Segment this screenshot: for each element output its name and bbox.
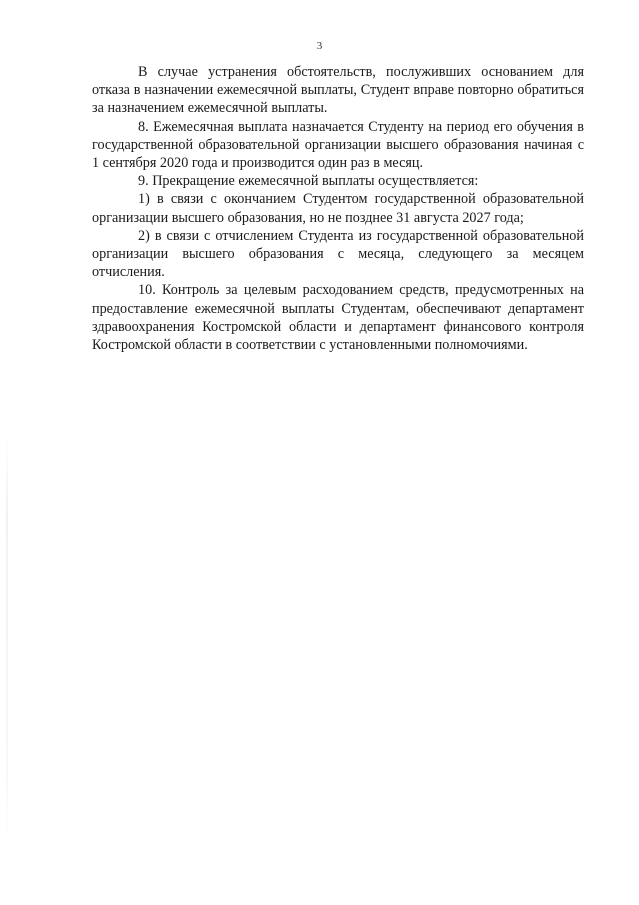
- page-number: 3: [316, 40, 323, 52]
- paragraph-9-item-1: 1) в связи с окончанием Студентом государственной образовательной организации высшего образования, но не позднее 31 августа 2027 года;: [92, 191, 584, 226]
- paragraph-10-control: 10. Контроль за целевым расходованием средств, предусмотренных на предоставление ежемесячной выплаты Студентам, обеспечивают департамент здравоохранения Костромской области и департамент финансового контроля Костромской области в соответствии с установленными полномочиями.: [92, 282, 584, 354]
- paragraph-9-item-2: 2) в связи с отчислением Студента из государственной образовательной организации высшего образования с месяца, следующего за месяцем отчисления.: [92, 227, 584, 281]
- document-body: [92, 63, 584, 354]
- paragraph-reapplication: В случае устранения обстоятельств, послуживших основанием для отказа в назначении ежемесячной выплаты, Студент вправе повторно обратиться за назначением ежемесячной выплаты.: [92, 64, 584, 117]
- paragraph-8-payment-period: 8. Ежемесячная выплата назначается Студенту на период его обучения в государственной образовательной организации высшего образования начиная с 1 сентября 2020 года и производится один раз в месяц.: [92, 118, 584, 172]
- scan-edge-shadow: [6, 430, 8, 850]
- paragraph-9-termination: 9. Прекращение ежемесячной выплаты осуществляется:: [138, 173, 479, 190]
